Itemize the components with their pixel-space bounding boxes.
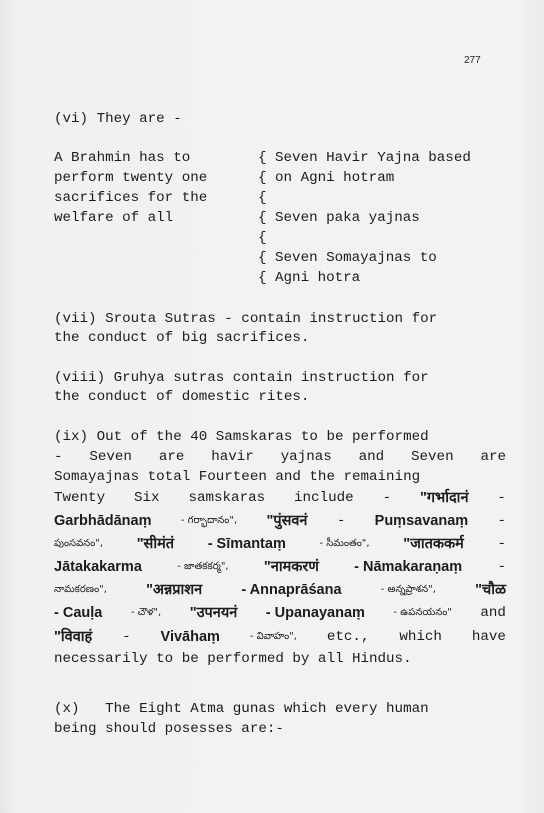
para-ix-line: necessarily to be performed by all Hindus. — [54, 651, 412, 667]
word: include — [294, 490, 354, 506]
transliterated-term: - Nāmakaraṇaṃ — [354, 559, 463, 575]
word: are — [480, 449, 506, 465]
word: etc., — [326, 629, 370, 645]
brahmin-left-line: sacrifices for the — [54, 190, 208, 206]
devanagari-term: "उपनयनं — [189, 605, 238, 621]
para-vii-line: the conduct of big sacrifices. — [54, 330, 310, 346]
word: Seven — [89, 449, 132, 465]
brahmin-right-line: { Seven Somayajnas to — [258, 250, 437, 266]
page-number: 277 — [464, 55, 481, 66]
devanagari-term: "विवाहं — [54, 629, 93, 645]
brahmin-right-line: { on Agni hotram — [258, 170, 395, 186]
transliterated-term: Jātakakarma — [54, 559, 142, 575]
word: - — [336, 513, 346, 529]
word: and — [480, 605, 506, 621]
devanagari-term: "अन्नप्राशन — [146, 582, 203, 598]
para-ix-line: (ix) Out of the 40 Samskaras to be performed — [54, 429, 429, 445]
telugu-term: - వివాహం", — [249, 631, 297, 642]
para-ix-line — [54, 604, 506, 622]
word: - — [54, 449, 63, 465]
brahmin-right-line: { Seven paka yajnas — [258, 210, 420, 226]
para-viii-line: the conduct of domestic rites. — [54, 389, 310, 405]
transliterated-term: Puṃsavanaṃ — [374, 513, 469, 529]
word: - — [122, 629, 131, 645]
devanagari-term: "जातककर्म — [403, 536, 464, 552]
word: are — [158, 449, 185, 465]
brahmin-left-line: welfare of all — [54, 210, 174, 226]
devanagari-term: "नामकरणं — [263, 559, 319, 575]
word: yajnas — [280, 449, 332, 465]
word: Twenty — [54, 490, 106, 506]
transliterated-term: Vivāhaṃ — [160, 629, 220, 645]
transliterated-term: - Sīmantaṃ — [207, 536, 286, 552]
word: - — [497, 536, 506, 552]
para-ix-line — [54, 489, 506, 507]
brahmin-right-line: { — [258, 190, 267, 206]
heading-vi: (vi) They are - — [54, 111, 182, 127]
word: - — [497, 559, 506, 575]
brahmin-right-line: { Agni hotra — [258, 270, 361, 286]
word: samskaras — [188, 490, 266, 506]
devanagari-term: "चौळ — [475, 582, 506, 598]
telugu-term: - ఉపనయనం" — [393, 607, 452, 618]
brahmin-left-line: A Brahmin has to — [54, 150, 191, 166]
para-viii-line: (viii) Gruhya sutras contain instruction for — [54, 370, 429, 386]
para-ix-line — [54, 558, 506, 576]
brahmin-left-line: perform twenty one — [54, 170, 208, 186]
word: - — [497, 490, 506, 506]
word: Seven — [411, 449, 454, 465]
word: Six — [134, 490, 160, 506]
para-ix-line — [54, 628, 506, 646]
para-ix-line — [54, 512, 506, 530]
telugu-term: - సీమంతం", — [319, 538, 370, 549]
para-ix-line — [54, 581, 506, 599]
word: and — [358, 449, 385, 465]
para-vii-line: (vii) Srouta Sutras - contain instruction for — [54, 311, 438, 327]
word: - — [382, 490, 392, 506]
transliterated-term: - Upanayanaṃ — [265, 605, 365, 621]
word: have — [471, 629, 506, 645]
transliterated-term: - Cauḷa — [54, 605, 103, 621]
word: - — [497, 513, 506, 529]
para-x-line: being should posesses are:- — [54, 721, 284, 737]
para-x-line: (x) The Eight Atma gunas which every human — [54, 701, 429, 717]
telugu-term: - అన్నప్రాశన", — [380, 584, 436, 595]
transliterated-term: - Annaprāśana — [241, 582, 342, 598]
word: havir — [211, 449, 254, 465]
telugu-term: పుంసవనం", — [54, 538, 104, 549]
para-ix-line — [54, 448, 506, 466]
telugu-term: - గర్భాదానం", — [180, 515, 238, 526]
devanagari-term: "सीमंतं — [136, 536, 175, 552]
devanagari-term: "गर्भादानं — [420, 490, 469, 506]
telugu-term: - జాతకకర్మ", — [177, 561, 229, 572]
para-ix-line — [54, 535, 506, 553]
para-ix-line: Somayajnas total Fourteen and the remaining — [54, 469, 421, 485]
telugu-term: నామకరణం", — [54, 584, 107, 595]
word: which — [399, 629, 442, 645]
telugu-term: - చౌళ", — [130, 607, 162, 618]
transliterated-term: Garbhādānaṃ — [54, 513, 152, 529]
brahmin-right-line: { — [258, 230, 267, 246]
brahmin-right-line: { Seven Havir Yajna based — [258, 150, 471, 166]
devanagari-term: "पुंसवनं — [266, 513, 308, 529]
